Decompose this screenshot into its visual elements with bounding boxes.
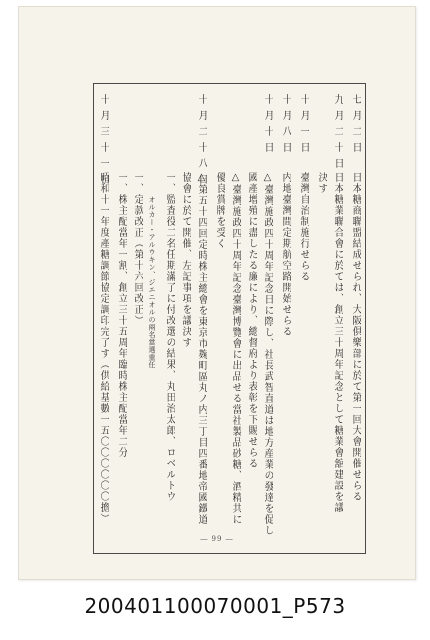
page-number: ― 99 ―: [200, 535, 234, 543]
entry-text: 一、株主配當年一割、創立三十五周年臨時株主配當年二分: [116, 172, 127, 458]
entry-text: 臺灣自治制施行せらる: [298, 172, 309, 282]
entry-text: 決す: [316, 172, 327, 194]
entry-text: オルカー・アルウキン、ジエニオルの兩名當選重任: [148, 196, 156, 369]
entry-text: 一、監査役二名任期滿了に付改選の結果、丸田治太郎、ロベルトウ: [164, 172, 175, 502]
entry-text: 日本糖業聯合會に於ては、創立三十周年記念として糖業會舘建設を議: [332, 172, 343, 513]
document-page: [18, 6, 416, 580]
entry-text: △第五十四回定時株主總會を東京市麹町區丸ノ内三丁目四番地帝國鐵道: [196, 172, 207, 525]
entry-text: 内地臺灣間定期航空路開始せらる: [280, 172, 291, 337]
entry-date: 十月二十八日: [196, 94, 207, 190]
image-caption: 200401100070001_P573: [84, 594, 346, 618]
entry-text: 日本糖商聯盟結成せられ、大阪俱樂部に於て第一回大會開催せらる: [350, 172, 361, 502]
entry-text: △臺灣施政四十周年記念日に際し、社長武智直道は地方産業の發達を促し: [262, 172, 273, 536]
chronology-frame: [93, 83, 366, 554]
entry-date: 十月八日: [280, 94, 291, 158]
entry-text: 昭和十一年度產糖調節協定調印完了す（供給基數一五〇〇〇〇〇〇擔）: [98, 172, 109, 524]
entry-text: 協會に於て開催、左記事項を議決す: [180, 172, 191, 348]
entry-date: 九月二十日: [332, 94, 343, 174]
entry-text: 一、定款改正（第十六回改正）: [132, 172, 143, 326]
entry-date: 十月三十一日: [98, 94, 109, 190]
entry-text: 優良賞牌を受く: [214, 172, 225, 249]
entry-date: 十月十日: [262, 94, 273, 158]
entry-text: △臺灣施政四十周年記念臺灣博覽會に出品せる當社製品砂糖、酒精共に: [230, 172, 241, 525]
entry-text: 國產增殖に盡したる廉により、總督府より表彰を下賜せらる: [246, 172, 257, 469]
entry-date: 七月二日: [350, 94, 361, 158]
entry-date: 十月一日: [298, 94, 309, 158]
